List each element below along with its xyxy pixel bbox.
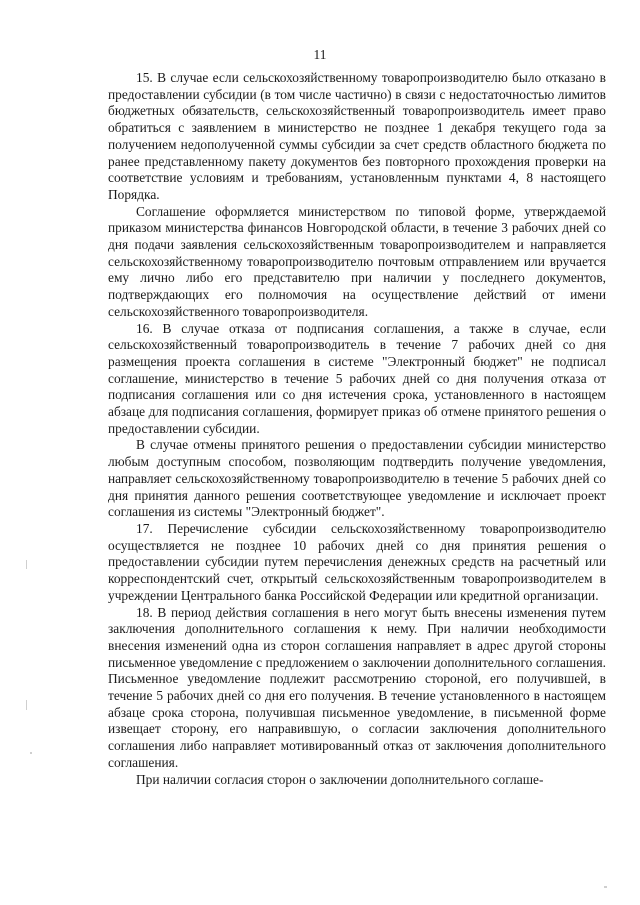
paragraph-cancellation: В случае отмены принятого решения о предоставлении субсидии министерство любым доступным способом, позволяющим подтвердить получение уведомления, направляет сельскохозяйственному товаропроизводителю в течение 5 рабочих дней со дня принятия данного решения соответствующее уведомление и исключает проект соглашения из системы "Электронный бюджет". <box>108 437 606 520</box>
paragraph-18: 18. В период действия соглашения в него могут быть внесены изменения путем заключения дополнительного соглашения к нему. При наличии необходимости внесения изменений одна из сторон соглашения направляет в адрес другой стороны письменное уведомление с предложением о заключении дополнительного соглашения. Письменное уведомление подлежит рассмотрению стороной, его получившей, в течение 5 рабочих дней со дня его получения. В течение установленного в настоящем абзаце срока сторона, получившая письменное уведомление, в письменной форме извещает сторону, его направившую, о согласии заключения дополнительного соглашения либо направляет мотивированный отказ от заключения дополнительного соглашения. <box>108 604 606 770</box>
paragraph-agreement-form: Соглашение оформляется министерством по типовой форме, утверждаемой приказом министерства финансов Новгородской области, в течение 3 рабочих дней со дня подачи заявления сельскохозяйственным товаропроизводителем и направляется сельскохозяйственному товаропроизводителю почтовым отправлением или вручается ему лично либо его представителю при наличии у последнего документов, подтверждающих его полномочия на осуществление действий от имени сельскохозяйственного товаропроизводителя. <box>108 203 606 319</box>
paragraph-16: 16. В случае отказа от подписания соглашения, а также в случае, если сельскохозяйственный товаропроизводитель в течение 7 рабочих дней со дня размещения проекта соглашения в системе "Электронный бюджет" не подписал соглашение, министерство в течение 5 рабочих дней со дня получения отказа от подписания соглашения или со дня истечения срока, установленного в настоящем абзаце для подписания соглашения, формирует приказ об отмене принятого решения о предоставлении субсидии. <box>108 320 606 436</box>
paragraph-17: 17. Перечисление субсидии сельскохозяйственному товаропроизводителю осуществляется не позднее 10 рабочих дней со дня принятия решения о предоставлении субсидии путем перечисления денежных средств на расчетный или корреспондентский счет, открытый сельскохозяйственным товаропроизводителем в учреждении Центрального банка Российской Федерации или кредитной организации. <box>108 520 606 603</box>
scan-mark <box>26 560 27 569</box>
scan-mark <box>604 886 607 888</box>
scan-mark <box>30 752 32 754</box>
document-body <box>108 70 606 788</box>
paragraph-continuation: При наличии согласия сторон о заключении дополнительного соглаше- <box>136 771 544 787</box>
paragraph-15: 15. В случае если сельскохозяйственному товаропроизводителю было отказано в предоставлении субсидии (в том числе частично) в связи с недостаточностью лимитов бюджетных обязательств, сельскохозяйственный товаропроизводитель имеет право обратиться с заявлением в министерство не позднее 1 декабря текущего года за получением недополученной суммы субсидии за счет средств областного бюджета по ранее представленному пакету документов без повторного прохождения проверки на соответствие условиям и требованиям, установленным пунктами 4, 8 настоящего Порядка. <box>108 70 606 202</box>
scan-mark <box>26 700 27 710</box>
page-number: 11 <box>313 47 327 62</box>
